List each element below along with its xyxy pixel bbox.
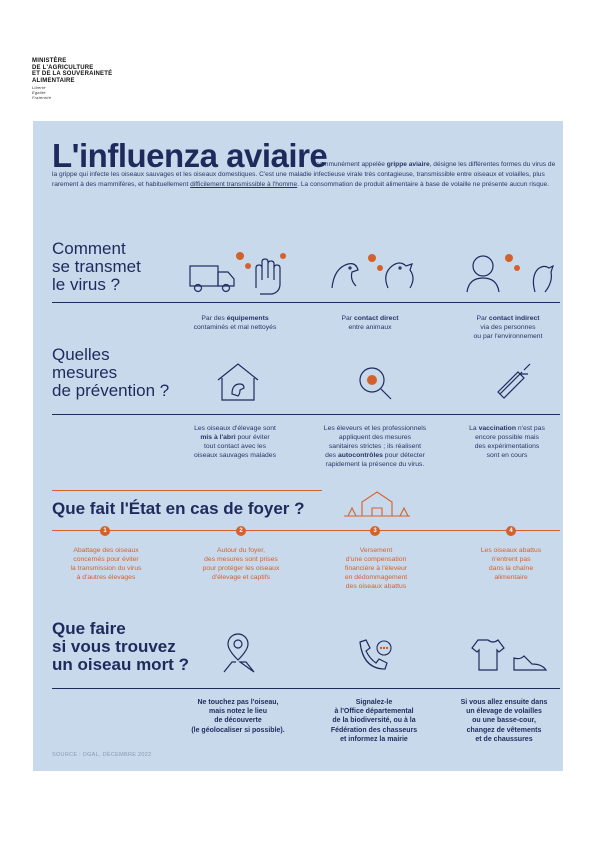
- ministry-line: ALIMENTAIRE: [32, 77, 75, 84]
- etat-step-2: [184, 546, 298, 582]
- intro-underline: difficilement transmissible à l'homme: [190, 180, 298, 188]
- cap-line: Fédération des chasseurs: [330, 726, 418, 734]
- transmission-caption-2: [310, 314, 430, 332]
- cap-line: des mesures sont prises: [204, 556, 278, 563]
- source-note: SOURCE : DGAL, DÉCEMBRE 2022: [52, 752, 152, 758]
- cap-line: sont en cours: [486, 452, 528, 459]
- ministry-line: MINISTÈRE: [32, 58, 67, 64]
- cap-line: d'une compensation: [345, 556, 407, 563]
- cap-bold: contact indirect: [488, 315, 540, 322]
- cap-part: Par des: [201, 315, 227, 322]
- cap-part: des: [325, 452, 338, 459]
- cap-line: dans la chaîne: [488, 565, 534, 572]
- cap-line: mais notez le lieu: [209, 708, 267, 716]
- cap-line: Ne touchez pas l'oiseau,: [197, 699, 279, 706]
- phone-icon: [356, 636, 396, 676]
- cap-line: à d'autres élevages: [76, 574, 136, 581]
- intro-part: . La consommation de produit alimentaire à base de volaille ne présente aucun risque.: [297, 180, 550, 188]
- mort-caption-1: [172, 698, 304, 735]
- orange-divider: [52, 490, 322, 491]
- syringe-icon: [494, 364, 534, 400]
- title-line: mesures: [52, 363, 118, 382]
- cap-line: tout contact avec les: [204, 443, 266, 450]
- cap-part: Par: [341, 315, 354, 322]
- divider: [52, 302, 560, 303]
- prevention-caption-2: [300, 424, 450, 469]
- cap-part: Par: [476, 315, 489, 322]
- cap-line: via des personnes: [480, 324, 536, 331]
- title-line: Que faire: [52, 619, 126, 638]
- cap-line: Les oiseaux d'élevage sont: [194, 425, 276, 432]
- section-title-mort: [52, 620, 189, 674]
- orange-divider: [52, 530, 560, 531]
- ministry-header: [32, 58, 112, 100]
- cap-part: n'est pas: [515, 425, 545, 432]
- cap-line: alimentaire: [494, 574, 528, 581]
- house-bird-icon: [216, 362, 260, 402]
- cap-line: Les oiseaux abattus: [480, 547, 542, 554]
- truck-gloves-icon: [188, 248, 298, 296]
- intro-part: communément appelée: [316, 161, 387, 168]
- ministry-line: ET DE LA SOUVERAINETÉ: [32, 71, 113, 78]
- clothes-shoe-icon: [470, 636, 550, 676]
- cap-line: rapidement la présence du virus.: [325, 461, 425, 468]
- cap-line: oiseaux sauvages malades: [194, 452, 276, 459]
- cap-line: en dédommagement: [344, 574, 408, 581]
- etat-step-1: [50, 546, 162, 582]
- cap-part: pour détecter: [382, 452, 425, 459]
- step-number: 3: [370, 526, 380, 536]
- title-line: un oiseau mort ?: [52, 655, 189, 674]
- map-pin-icon: [222, 632, 262, 674]
- cap-line: un élevage de volailles: [466, 708, 542, 716]
- cap-line: de découverte: [214, 717, 262, 725]
- cap-line: et de chaussures: [475, 735, 533, 743]
- cap-line: (le géolocaliser si possible).: [191, 726, 285, 734]
- prevention-caption-3: [452, 424, 562, 460]
- mort-caption-3: [446, 698, 562, 744]
- cap-bold: mis à l'abri: [200, 434, 236, 441]
- cap-bold: autocontrôles: [337, 452, 383, 459]
- page-title: L'influenza aviaire: [52, 137, 328, 174]
- mort-caption-2: [312, 698, 436, 744]
- motto-line: Liberté: [32, 85, 46, 91]
- cap-line: Les éleveurs et les professionnels: [323, 425, 427, 432]
- farm-icon: [342, 490, 412, 520]
- divider: [52, 414, 560, 415]
- title-line: le virus ?: [52, 275, 121, 294]
- section-title-transmission: [52, 240, 141, 294]
- cap-bold: vaccination: [478, 425, 516, 432]
- cap-line: pour protéger les oiseaux: [202, 565, 280, 572]
- cap-line: et informez la mairie: [340, 735, 408, 743]
- ministry-line: DE L'AGRICULTURE: [32, 64, 94, 71]
- cap-line: Autour du foyer,: [217, 547, 265, 554]
- cap-line: sanitaires strictes ; ils réalisent: [328, 443, 422, 450]
- divider: [52, 688, 560, 689]
- birds-icon: [328, 248, 428, 296]
- motto-line: Égalité: [32, 90, 46, 96]
- cap-line: Versement: [359, 547, 393, 554]
- cap-line: Abattage des oiseaux: [73, 547, 139, 554]
- intro-bold: grippe aviaire: [386, 161, 430, 168]
- cap-part: La: [469, 425, 479, 432]
- cap-line: financière à l'éleveur: [344, 565, 408, 572]
- cap-line: Signalez-le: [355, 699, 393, 706]
- step-number: 4: [506, 526, 516, 536]
- etat-step-4: [456, 546, 566, 582]
- cap-line: Si vous allez ensuite dans: [460, 699, 548, 706]
- magnifier-icon: [356, 364, 396, 404]
- cap-line: ou une basse-cour,: [472, 717, 536, 725]
- cap-bold: contact direct: [353, 315, 399, 322]
- motto-line: Fraternité: [32, 95, 52, 101]
- cap-line: n'entrent pas: [491, 556, 531, 563]
- cap-line: à l'Office départemental: [334, 708, 414, 716]
- cap-line: appliquent des mesures: [338, 434, 412, 441]
- cap-line: d'élevage et captifs: [212, 574, 270, 581]
- cap-bold: équipements: [226, 315, 269, 322]
- cap-line: des expérimentations: [474, 443, 540, 450]
- intro-part: , désigne les différentes formes du virus de la grippe qui infecte les oiseaux sauvages et les oiseaux domestiques. C'est une maladie infectieuse virale très contagieuse, transmissible entre oiseaux et volailles, plus rarement à des mammifères, et habituellement: [52, 161, 556, 188]
- title-line: Quelles: [52, 345, 110, 364]
- cap-line: des oiseaux abattus: [345, 583, 407, 590]
- cap-part: pour éviter: [235, 434, 270, 441]
- prevention-caption-1: [170, 424, 300, 460]
- title-line: se transmet: [52, 257, 141, 276]
- intro-text: [52, 160, 560, 189]
- title-line: de prévention ?: [52, 381, 170, 400]
- cap-line: de la biodiversité, ou à la: [332, 717, 416, 725]
- section-title-etat: Que fait l'État en cas de foyer ?: [52, 499, 305, 518]
- title-line: Comment: [52, 239, 126, 258]
- transmission-caption-3: [448, 314, 568, 341]
- cap-line: entre animaux: [348, 324, 392, 331]
- title-line: si vous trouvez: [52, 637, 176, 656]
- cap-line: changez de vêtements: [466, 726, 542, 734]
- cap-line: concernés pour éviter: [73, 556, 139, 563]
- cap-line: la transmission du virus: [70, 565, 142, 572]
- cap-line: encore possible mais: [475, 434, 539, 441]
- step-number: 1: [100, 526, 110, 536]
- cap-line: ou par l'environnement: [473, 333, 543, 340]
- etat-step-3: [320, 546, 432, 591]
- motto: [32, 85, 112, 100]
- section-title-prevention: [52, 346, 169, 400]
- transmission-caption-1: [170, 314, 300, 332]
- cap-line: contaminés et mal nettoyés: [193, 324, 277, 331]
- step-number: 2: [236, 526, 246, 536]
- person-bird-icon: [465, 248, 555, 296]
